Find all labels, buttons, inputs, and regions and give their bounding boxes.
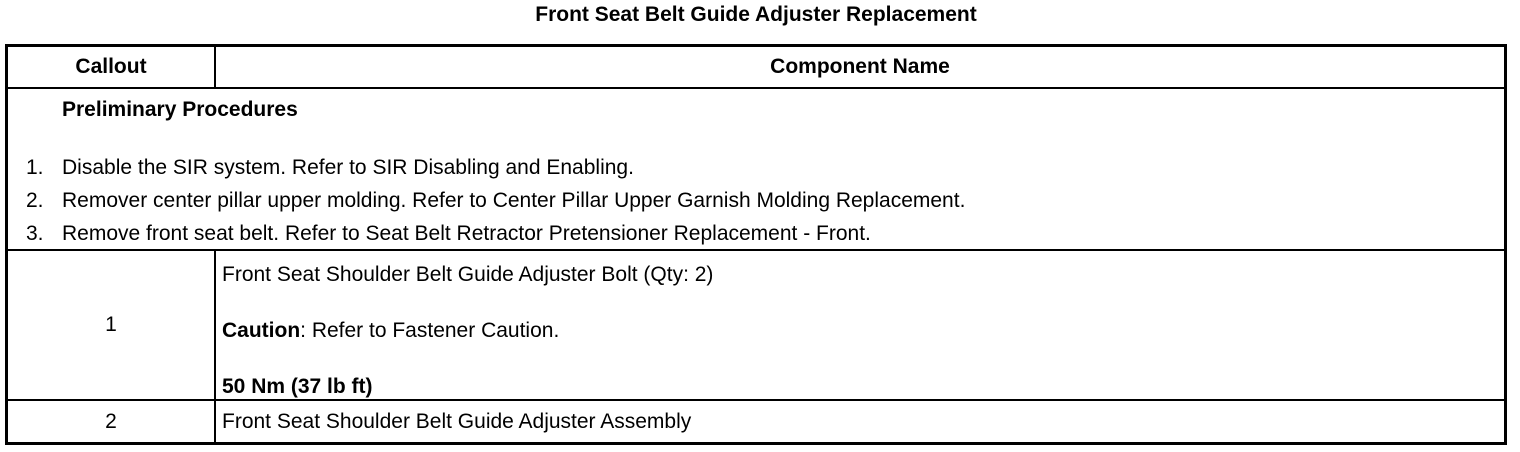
- caution-label: Caution: [222, 319, 301, 342]
- preliminary-step: [8, 151, 965, 184]
- procedure-table: [5, 44, 1507, 445]
- torque-spec: 50 Nm (37 lb ft): [222, 375, 373, 398]
- preliminary-step: [8, 184, 965, 217]
- callout-number: 1: [8, 251, 216, 399]
- component-name: Front Seat Shoulder Belt Guide Adjuster Bolt (Qty: 2): [222, 263, 714, 286]
- callout-number: 2: [8, 401, 216, 442]
- step-text: Disable the SIR system. Refer to SIR Disabling and Enabling.: [62, 156, 634, 179]
- table-row: [8, 401, 1504, 442]
- preliminary-step: [8, 217, 965, 250]
- caution-text: : Refer to Fastener Caution.: [300, 319, 560, 342]
- table-header-row: [8, 47, 1504, 89]
- caution-note: [222, 318, 559, 344]
- step-text: Remover center pillar upper molding. Refer to Center Pillar Upper Garnish Molding Replacement.: [62, 189, 966, 212]
- callout-column-header: Callout: [8, 47, 216, 87]
- component-name-column-header: Component Name: [770, 55, 950, 78]
- table-row: [8, 251, 1504, 401]
- preliminary-steps-list: [8, 151, 965, 250]
- page-title: Front Seat Belt Guide Adjuster Replacement: [535, 3, 977, 26]
- preliminary-procedures-row: [8, 89, 1504, 251]
- step-number: 3.: [26, 222, 44, 245]
- step-number: 1.: [26, 156, 44, 179]
- step-number: 2.: [26, 189, 44, 212]
- preliminary-procedures-heading: Preliminary Procedures: [62, 98, 298, 121]
- step-text: Remove front seat belt. Refer to Seat Belt Retractor Pretensioner Replacement - Front.: [62, 222, 871, 245]
- component-name: Front Seat Shoulder Belt Guide Adjuster Assembly: [222, 409, 692, 433]
- component-cell: [216, 251, 1504, 399]
